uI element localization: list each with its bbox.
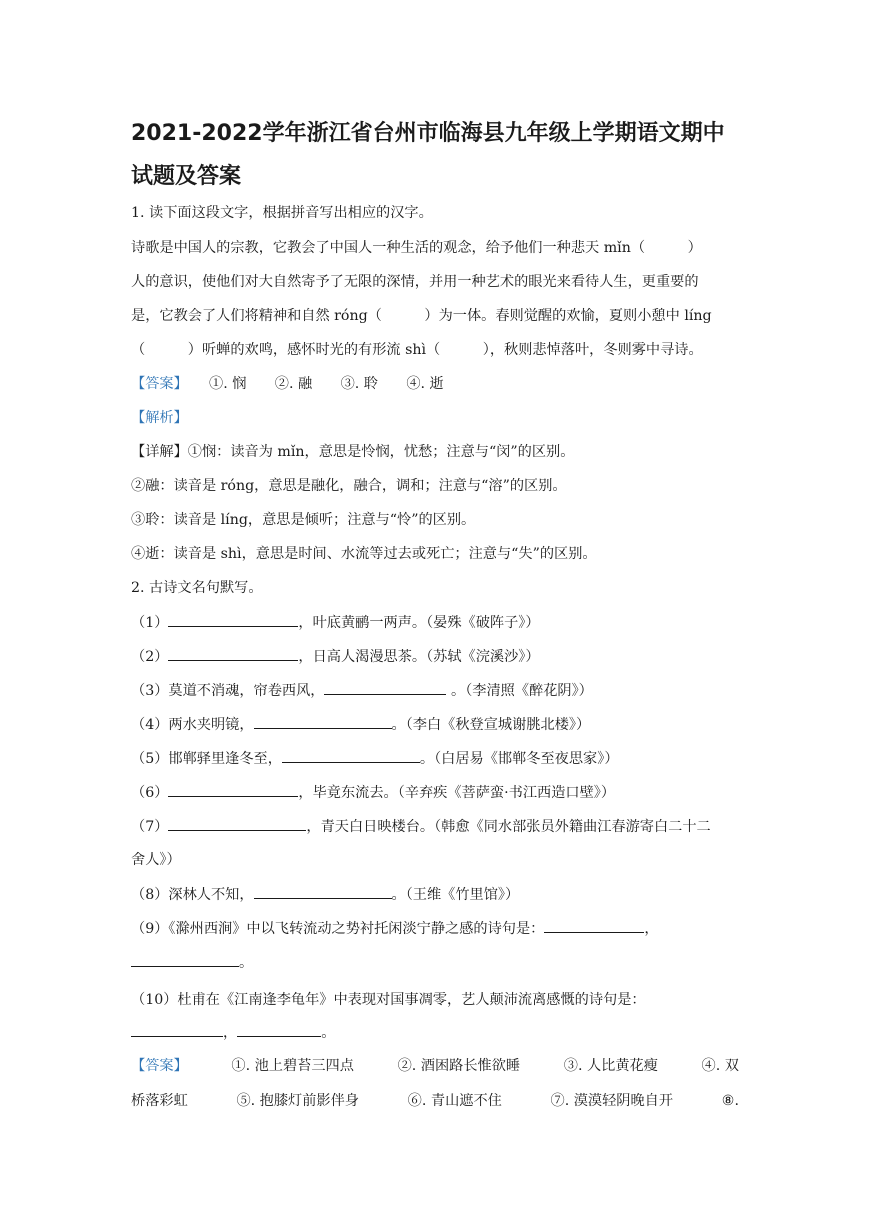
q2-item-text: ，青天白日映楼台。（韩愈《同水部张员外籍曲江春游寄白二十二 <box>306 819 711 835</box>
q2-item <box>131 714 590 735</box>
answer-blank <box>131 1022 223 1037</box>
q2-item-text: ，毕竟东流去。（辛弃疾《菩萨蛮·书江西造口壁》） <box>298 785 616 801</box>
q2-item-text: 。（李清照《醉花阴》） <box>446 683 593 699</box>
q2-item-prefix: （7） <box>131 819 169 835</box>
q2-item <box>131 646 540 667</box>
answer-blank <box>131 952 239 967</box>
q2-item-text: ，日高人渴漫思茶。（苏轼《浣溪沙》） <box>298 649 540 665</box>
q1-passage-line: 诗歌是中国人的宗教，它教会了中国人一种生活的观念，给予他们一种悲天 mǐn（ ） <box>131 240 702 256</box>
punctuation: ， <box>223 1025 238 1041</box>
q2-item-prefix: （1） <box>131 615 169 631</box>
q2-answer-item: ②. 酒困路长惟欲睡 <box>397 1058 521 1074</box>
analysis-tag: 【解析】 <box>131 410 188 426</box>
q1-detail-line: ②融：读音是 róng，意思是融化，融合，调和；注意与“溶”的区别。 <box>131 478 567 494</box>
q2-answer-item: ③. 人比黄花瘦 <box>563 1058 658 1074</box>
q1-detail-line: ④逝：读音是 shì，意思是时间、水流等过去或死亡；注意与“失”的区别。 <box>131 546 597 562</box>
doc-title-line1: 2021-2022学年浙江省台州市临海县九年级上学期语文期中 <box>131 121 725 146</box>
answer-blank <box>168 646 298 661</box>
q2-item-continuation: 舍人》） <box>131 852 181 868</box>
q2-item-text: 。（白居易《邯郸冬至夜思家》） <box>419 751 619 767</box>
q2-item <box>131 782 615 803</box>
q2-item-prefix: （4）两水夹明镜， <box>131 717 254 733</box>
q1-stem: 1. 读下面这段文字，根据拼音写出相应的汉字。 <box>131 205 433 221</box>
answer-blank <box>324 680 446 695</box>
q2-item-prefix: （3）莫道不消魂，帘卷西风， <box>131 683 325 699</box>
answer-blank <box>168 782 298 797</box>
q2-item-prefix: （6） <box>131 785 169 801</box>
q2-answer-item: ⑤. 抱膝灯前影伴身 <box>236 1093 359 1109</box>
q2-item-text: ，叶底黄鹂一两声。（晏殊《破阵子》） <box>298 615 540 631</box>
q2-item-text: 。（王维《竹里馆》） <box>391 887 520 903</box>
q2-item-continuation <box>131 1022 335 1043</box>
q2-item-text: （9）《滁州西涧》中以飞转流动之势衬托闲淡宁静之感的诗句是： <box>131 921 545 937</box>
answer-tag: 【答案】 <box>131 376 181 392</box>
q2-item-text: 。（李白《秋登宣城谢朓北楼》） <box>391 717 591 733</box>
q2-answer-line <box>131 1091 739 1111</box>
punctuation: 。 <box>239 955 254 971</box>
q2-item <box>131 748 619 769</box>
q1-passage-line: 人的意识，使他们对大自然寄予了无限的深情，并用一种艺术的眼光来看待人生，更重要的 <box>131 274 699 290</box>
q2-answer-item: ⑧. <box>721 1093 739 1109</box>
answer-blank <box>544 918 644 933</box>
q2-item-prefix: （2） <box>131 649 169 665</box>
q2-answer-item: 桥落彩虹 <box>131 1093 188 1109</box>
q1-passage-line: 是，它教会了人们将精神和自然 róng（ ）为一体。春则觉醒的欢愉，夏则小憩中 líng <box>131 308 712 324</box>
punctuation: ， <box>644 921 659 937</box>
q2-item <box>131 680 593 701</box>
answer-blank <box>237 1022 321 1037</box>
q2-item-prefix: （8）深林人不知， <box>131 887 254 903</box>
q2-stem: 2. 古诗文名句默写。 <box>131 580 263 596</box>
q2-answer-item: ⑦. 漠漠轻阴晚自开 <box>550 1093 674 1109</box>
q2-answer-item: ④. 双 <box>701 1058 739 1074</box>
answer-blank <box>282 748 420 763</box>
q1-passage-line: （ ）听蝉的欢鸣，感怀时光的有形流 shì（ ），秋则悲悼落叶，冬则雾中寻诗。 <box>131 342 703 358</box>
q2-item <box>131 612 540 633</box>
q1-answer <box>131 374 444 394</box>
q2-item-continuation <box>131 952 253 973</box>
q2-item: （10）杜甫在《江南逢李龟年》中表现对国事凋零，艺人颠沛流离感慨的诗句是： <box>131 992 646 1008</box>
answer-blank <box>254 714 392 729</box>
q1-detail-line: ③聆：读音是 líng，意思是倾听；注意与“怜”的区别。 <box>131 512 476 528</box>
q2-answer-line <box>131 1056 739 1076</box>
q2-item <box>131 816 711 837</box>
punctuation: 。 <box>321 1025 336 1041</box>
q2-answer-item: ①. 池上碧苔三四点 <box>231 1058 354 1074</box>
q1-detail-line: 【详解】①悯：读音为 mǐn，意思是怜悯，忧愁；注意与“闵”的区别。 <box>131 444 575 460</box>
q2-item <box>131 918 659 939</box>
answer-blank <box>168 612 298 627</box>
q2-item-prefix: （5）邯郸驿里逢冬至， <box>131 751 282 767</box>
q1-answer-text: ①. 悯 ②. 融 ③. 聆 ④. 逝 <box>180 376 444 392</box>
answer-blank <box>254 884 392 899</box>
q2-item <box>131 884 519 905</box>
doc-title-line2: 试题及答案 <box>131 164 242 189</box>
answer-blank <box>168 816 306 831</box>
q2-answer-item: ⑥. 青山遮不住 <box>407 1093 502 1109</box>
answer-tag: 【答案】 <box>131 1058 188 1074</box>
